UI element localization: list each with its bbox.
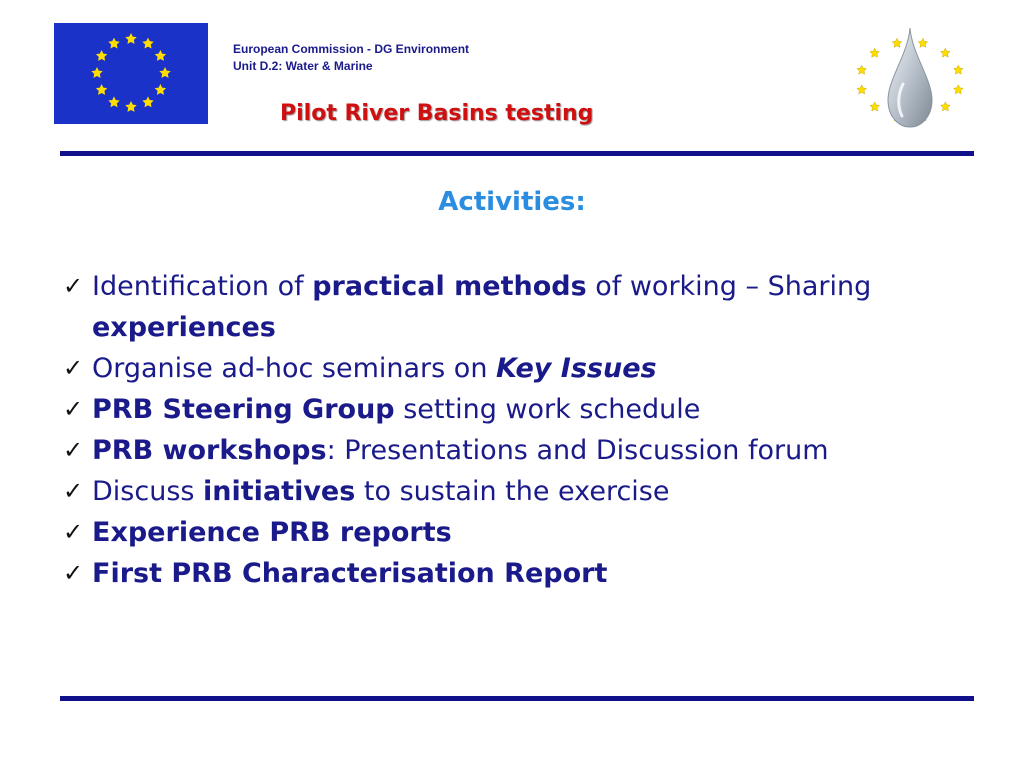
logo-star-icon (941, 48, 951, 57)
eu-flag-logo (54, 23, 208, 124)
checkmark-icon: ✓ (63, 272, 84, 300)
eu-star-icon (142, 38, 153, 49)
organisation-line-2: Unit D.2: Water & Marine (233, 59, 373, 73)
list-item: ✓ First PRB Characterisation Report (63, 553, 963, 594)
checkmark-icon: ✓ (63, 436, 84, 464)
eu-star-icon (108, 96, 119, 107)
list-item: ✓ Experience PRB reports (63, 512, 963, 553)
water-logo (848, 24, 972, 134)
eu-star-icon (155, 50, 166, 61)
top-divider (60, 151, 974, 156)
list-item: ✓ Discuss initiatives to sustain the exercise (63, 471, 963, 512)
checkmark-icon: ✓ (63, 395, 84, 423)
logo-star-icon (918, 38, 928, 47)
logo-star-icon (857, 85, 867, 94)
section-heading: Activities: (438, 187, 586, 217)
eu-star-icon (125, 33, 136, 44)
eu-star-icon (96, 50, 107, 61)
list-item: ✓ Identification of practical methods of working – Sharing experiences (63, 266, 963, 348)
checkmark-icon: ✓ (63, 518, 84, 546)
slide-title: Pilot River Basins testing (280, 101, 594, 126)
logo-star-icon (857, 65, 867, 74)
eu-star-icon (155, 84, 166, 95)
eu-star-icon (91, 67, 102, 78)
organisation-block (233, 41, 469, 75)
list-item: ✓ PRB workshops: Presentations and Discussion forum (63, 430, 963, 471)
bottom-divider (60, 696, 974, 701)
eu-star-icon (159, 67, 170, 78)
list-item: ✓ Organise ad-hoc seminars on Key Issues (63, 348, 963, 389)
activities-list (63, 266, 963, 594)
list-item: ✓ PRB Steering Group setting work schedule (63, 389, 963, 430)
logo-star-icon (954, 85, 964, 94)
eu-star-icon (142, 96, 153, 107)
logo-star-icon (870, 102, 880, 111)
organisation-line-1: European Commission - DG Environment (233, 42, 470, 56)
eu-star-icon (125, 101, 136, 112)
logo-star-icon (941, 102, 951, 111)
logo-star-icon (954, 65, 964, 74)
checkmark-icon: ✓ (63, 559, 84, 587)
logo-star-icon (892, 38, 902, 47)
eu-flag-icon (54, 23, 208, 124)
checkmark-icon: ✓ (63, 354, 84, 382)
checkmark-icon: ✓ (63, 477, 84, 505)
eu-star-icon (108, 38, 119, 49)
logo-star-icon (870, 48, 880, 57)
eu-star-icon (96, 84, 107, 95)
water-drop-stars-icon (848, 24, 972, 134)
